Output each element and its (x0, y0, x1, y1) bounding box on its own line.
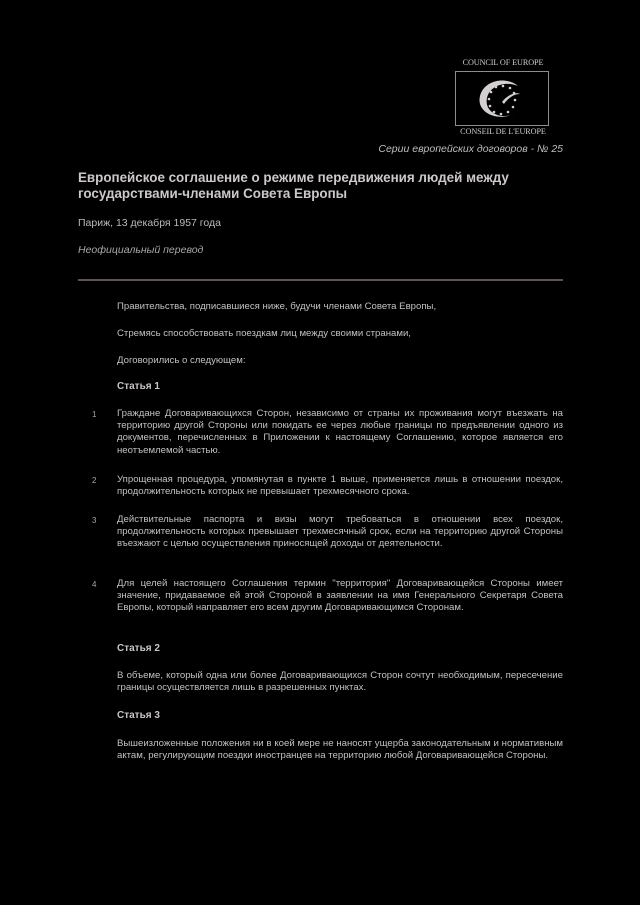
article-heading: Статья 1 (117, 381, 160, 392)
clause-number: 1 (92, 410, 97, 419)
document-title: Европейское соглашение о режиме передвижения людей между государствами-членами Совета Европы (78, 170, 509, 201)
preamble-paragraph: Стремясь способствовать поездкам лиц между своими странами, (117, 328, 411, 339)
logo-bottom-text: CONSEIL DE L'EUROPE (460, 127, 546, 136)
clause-number: 3 (92, 516, 97, 525)
council-of-europe-logo (451, 58, 555, 138)
clause-text: Упрощенная процедура, упомянутая в пункте 1 выше, применяется лишь в отношении поездок, продолжительность которых не превышает трехмесячного срока. (117, 474, 563, 498)
clause-number: 2 (92, 476, 97, 485)
clause-text: Граждане Договаривающихся Сторон, независимо от страны их проживания могут въезжать на территорию другой Стороны или покидать ее через любые границы по предъявлении одного из документов, перечисленных в Приложении к настоящему Соглашению, которое является его неотъемлемой частью. (117, 408, 563, 456)
clause-text: Действительные паспорта и визы могут требоваться в отношении всех поездок, продолжительность которых превышает трехмесячный срок, если на территорию другой Стороны въезжают с целью осуществления приносящей доходы от деятельности. (117, 514, 563, 550)
place-date: Париж, 13 декабря 1957 года (78, 217, 221, 229)
article-heading: Статья 3 (117, 710, 160, 721)
unofficial-translation-note: Неофициальный перевод (78, 244, 204, 256)
preamble-paragraph: Правительства, подписавшиеся ниже, будучи членами Совета Европы, (117, 301, 437, 312)
council-of-europe-emblem-icon (455, 71, 549, 126)
treaty-series-label: Серии европейских договоров - № 25 (378, 143, 563, 155)
clause-number: 4 (92, 580, 97, 589)
logo-top-text: COUNCIL OF EUROPE (462, 58, 544, 67)
preamble-paragraph: Договорились о следующем: (117, 355, 246, 366)
article-text: В объеме, который одна или более Договаривающихся Сторон сочтут необходимым, пересечение границы осуществляется лишь в разрешенных пунктах. (117, 670, 563, 694)
header-divider (78, 279, 563, 281)
article-text: Вышеизложенные положения ни в коей мере не наносят ущерба законодательным и нормативным актам, регулирующим поездки иностранцев на территорию любой Договаривающейся Стороны. (117, 738, 563, 762)
clause-text: Для целей настоящего Соглашения термин "территория" Договаривающейся Стороны имеет значение, придаваемое ей этой Стороной в заявлении на имя Генерального Секретаря Совета Европы, который направляет его всем другим Договаривающимся Сторонам. (117, 578, 563, 614)
article-heading: Статья 2 (117, 643, 160, 654)
